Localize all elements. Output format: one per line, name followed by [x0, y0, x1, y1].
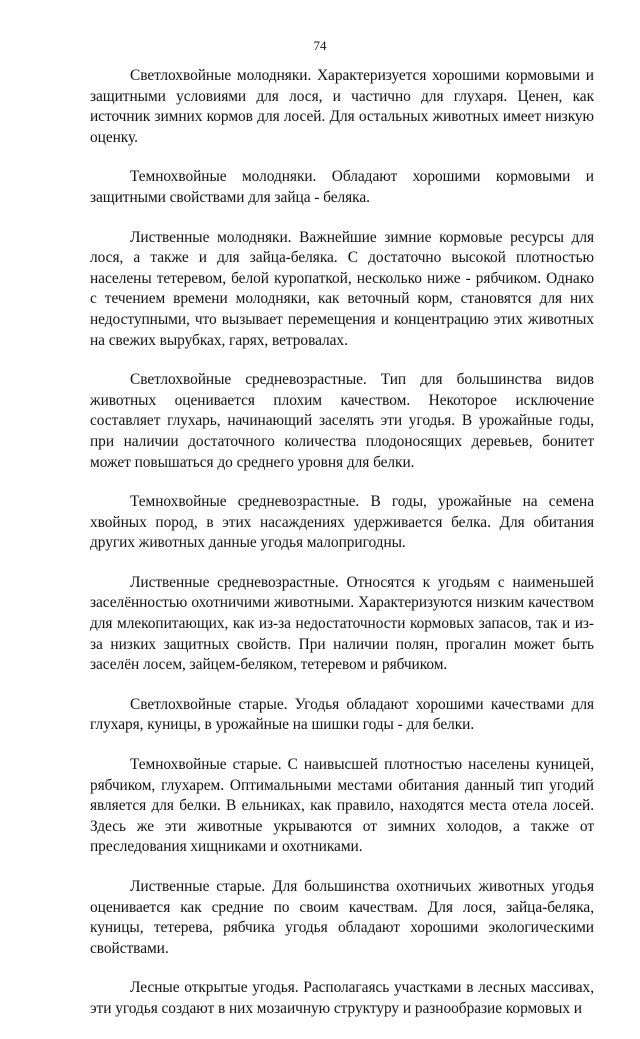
page-number: 74 [313, 38, 327, 53]
document-body [90, 66, 594, 1039]
paragraph-light-conifer-middle: Светлохвойные средневозрастные. Тип для большинства видов животных оценивается плохим качеством. Некоторое исключение составляет глухарь, начинающий заселять эти угодья. В урожайные годы, при наличии достаточного количества плодоносящих деревьев, бонитет может повышаться до среднего уровня для белки. [90, 371, 594, 471]
paragraph-light-conifer-old: Светлохвойные старые. Угодья обладают хорошими качествами для глухаря, куницы, в урожайные на шишки годы - для белки. [90, 695, 594, 734]
paragraph-deciduous-young: Лиственные молодняки. Важнейшие зимние кормовые ресурсы для лося, а также и для зайца-беляка. С достаточно высокой плотностью населены тетеревом, белой куропаткой, несколько ниже - рябчиком. Однако с течением времени молодняки, как веточный корм, становятся для них недоступными, что вызывает перемещения и концентрацию этих животных на свежих вырубках, гарях, ветровалах. [90, 228, 594, 349]
paragraph-deciduous-old: Лиственные старые. Для большинства охотничьих животных угодья оценивается как средние по своим качествам. Для лося, зайца-беляка, куницы, тетерева, рябчика угодья обладают хорошими экологическими свойствами. [90, 878, 594, 957]
paragraph-forest-open: Лесные открытые угодья. Располагаясь участками в лесных массивах, эти угодья создают в них мозаичную структуру и разнообразие кормовых и [90, 979, 594, 1017]
paragraph-light-conifer-young: Светлохвойные молодняки. Характеризуется хорошими кормовыми и защитными условиями для лося, и частично для глухаря. Ценен, как источник зимних кормов для лосей. Для остальных животных имеет низкую оценку. [90, 67, 594, 146]
paragraph-dark-conifer-young: Темнохвойные молодняки. Обладают хорошими кормовыми и защитными свойствами для зайца - беляка. [90, 168, 594, 206]
paragraph-dark-conifer-old: Темнохвойные старые. С наивысшей плотностью населены куницей, рябчиком, глухарем. Оптимальными местами обитания данный тип угодий является для белки. В ельниках, как правило, находятся места отела лосей. Здесь же эти животные укрываются от зимних холодов, а также от преследования хищниками и охотниками. [90, 756, 594, 856]
paragraph-deciduous-middle: Лиственные средневозрастные. Относятся к угодьям с наименьшей заселённостью охотничими животными. Характеризуются низким качеством для млекопитающих, как из-за недостаточности кормовых запасов, так и из-за низких защитных свойств. При наличии полян, прогалин может быть заселён лосем, зайцем-беляком, тетеревом и рябчиком. [90, 573, 594, 674]
paragraph-dark-conifer-middle: Темнохвойные средневозрастные. В годы, урожайные на семена хвойных пород, в этих насаждениях удерживается белка. Для обитания других животных данные угодья малопригодны. [90, 493, 594, 552]
